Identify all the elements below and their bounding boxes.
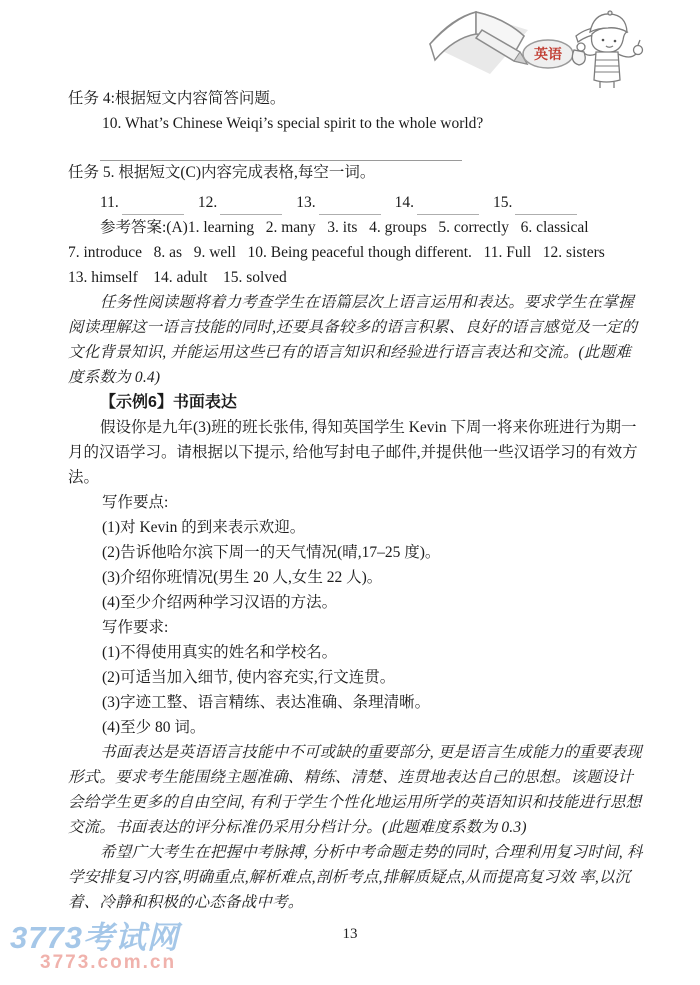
question-10: 10. What’s Chinese Weiqi’s special spirit to the whole world? bbox=[102, 115, 484, 132]
writing-requirement-4: (4)至少 80 词。 bbox=[102, 719, 206, 736]
book-pencil-illustration bbox=[430, 12, 528, 74]
blank-item-15 bbox=[493, 190, 577, 215]
commentary-writing-task: 书面表达是英语语言技能中不可或缺的重要部分, 更是语言生成能力的重要表现形式。要求考生能围绕主题准确、精练、清楚、连贯地表达自己的思想。该题设计会给学生更多的自由空间, 有利于学生个性化地运用所学的英语知识和技能进行思想交流。书面表达的评分标准仍采用分档计分。(此题难度系数为 0.3) bbox=[68, 744, 642, 836]
task5-heading: 任务 5. 根据短文(C)内容完成表格,每空一词。 bbox=[68, 164, 376, 181]
document-body bbox=[68, 86, 646, 915]
writing-points-heading: 写作要点: bbox=[102, 494, 169, 511]
blank-item-12 bbox=[198, 190, 282, 215]
answer-underline bbox=[100, 138, 462, 161]
blank-number: 13. bbox=[296, 194, 316, 211]
blank-underline bbox=[515, 197, 577, 215]
english-badge bbox=[523, 40, 573, 68]
commentary-reading-task: 任务性阅读题将着力考查学生在语篇层次上语言运用和表达。要求学生在掌握阅读理解这一语言技能的同时,还要具备较多的语言积累、良好的语言感觉及一定的文化背景知识, 并能运用这些已有的语言知识和经验进行语言表达和交流。(此题难度系数为 0.4) bbox=[68, 294, 638, 386]
blank-underline bbox=[319, 197, 381, 215]
writing-point-4: (4)至少介绍两种学习汉语的方法。 bbox=[102, 594, 338, 611]
blank-underline bbox=[220, 197, 282, 215]
blank-number: 15. bbox=[492, 194, 513, 211]
blank-number: 14. bbox=[394, 194, 414, 211]
blank-number: 11. bbox=[100, 194, 119, 211]
blank-item-11 bbox=[100, 190, 184, 215]
writing-requirement-2: (2)可适当加入细节, 使内容充实,行文连贯。 bbox=[102, 669, 396, 686]
fill-blanks-row bbox=[68, 190, 646, 215]
blank-number: 12. bbox=[197, 194, 218, 211]
blank-item-13 bbox=[296, 190, 380, 215]
blank-underline bbox=[122, 197, 184, 215]
cartoon-boy-illustration bbox=[572, 11, 642, 88]
commentary-closing: 希望广大考生在把握中考脉搏, 分析中考命题走势的同时, 合理利用复习时间, 科学安排复习内容,明确重点,解析难点,剖析考点,排解质疑点,从而提高复习效 率,以沉着、冷静和积极的心态备战中考。 bbox=[68, 844, 643, 911]
answer-key-line-3: 13. himself 14. adult 15. solved bbox=[68, 269, 287, 286]
answer-key-line-1: 参考答案:(A)1. learning 2. many 3. its 4. groups 5. correctly 6. classical bbox=[100, 219, 589, 236]
watermark-site-name: 3773考试网 bbox=[10, 920, 179, 955]
writing-requirements-heading: 写作要求: bbox=[102, 619, 169, 636]
english-badge-label: 英语 bbox=[534, 46, 562, 62]
watermark-domain: 3773.com.cn bbox=[40, 951, 177, 973]
blank-item-14 bbox=[395, 190, 479, 215]
answer-key-line-2: 7. introduce 8. as 9. well 10. Being peaceful though different. 11. Full 12. sisters bbox=[68, 244, 605, 261]
example6-intro: 假设你是九年(3)班的班长张伟, 得知英国学生 Kevin 下周一将来你班进行为期一月的汉语学习。请根据以下提示, 给他写封电子邮件,并提供他一些汉语学习的有效方法。 bbox=[68, 419, 638, 486]
writing-point-2: (2)告诉他哈尔滨下周一的天气情况(晴,17–25 度)。 bbox=[102, 544, 441, 561]
page-number: 13 bbox=[342, 926, 358, 942]
task4-heading: 任务 4:根据短文内容简答问题。 bbox=[68, 90, 286, 107]
blank-underline bbox=[417, 197, 479, 215]
writing-requirement-3: (3)字迹工整、语言精练、表达准确、条理清晰。 bbox=[102, 694, 431, 711]
answer-blank-line bbox=[68, 138, 646, 160]
header-illustration bbox=[424, 2, 656, 90]
writing-point-1: (1)对 Kevin 的到来表示欢迎。 bbox=[102, 519, 306, 536]
example6-heading: 【示例6】书面表达 bbox=[100, 394, 237, 411]
writing-point-3: (3)介绍你班情况(男生 20 人,女生 22 人)。 bbox=[102, 569, 383, 586]
writing-requirement-1: (1)不得使用真实的姓名和学校名。 bbox=[102, 644, 338, 661]
